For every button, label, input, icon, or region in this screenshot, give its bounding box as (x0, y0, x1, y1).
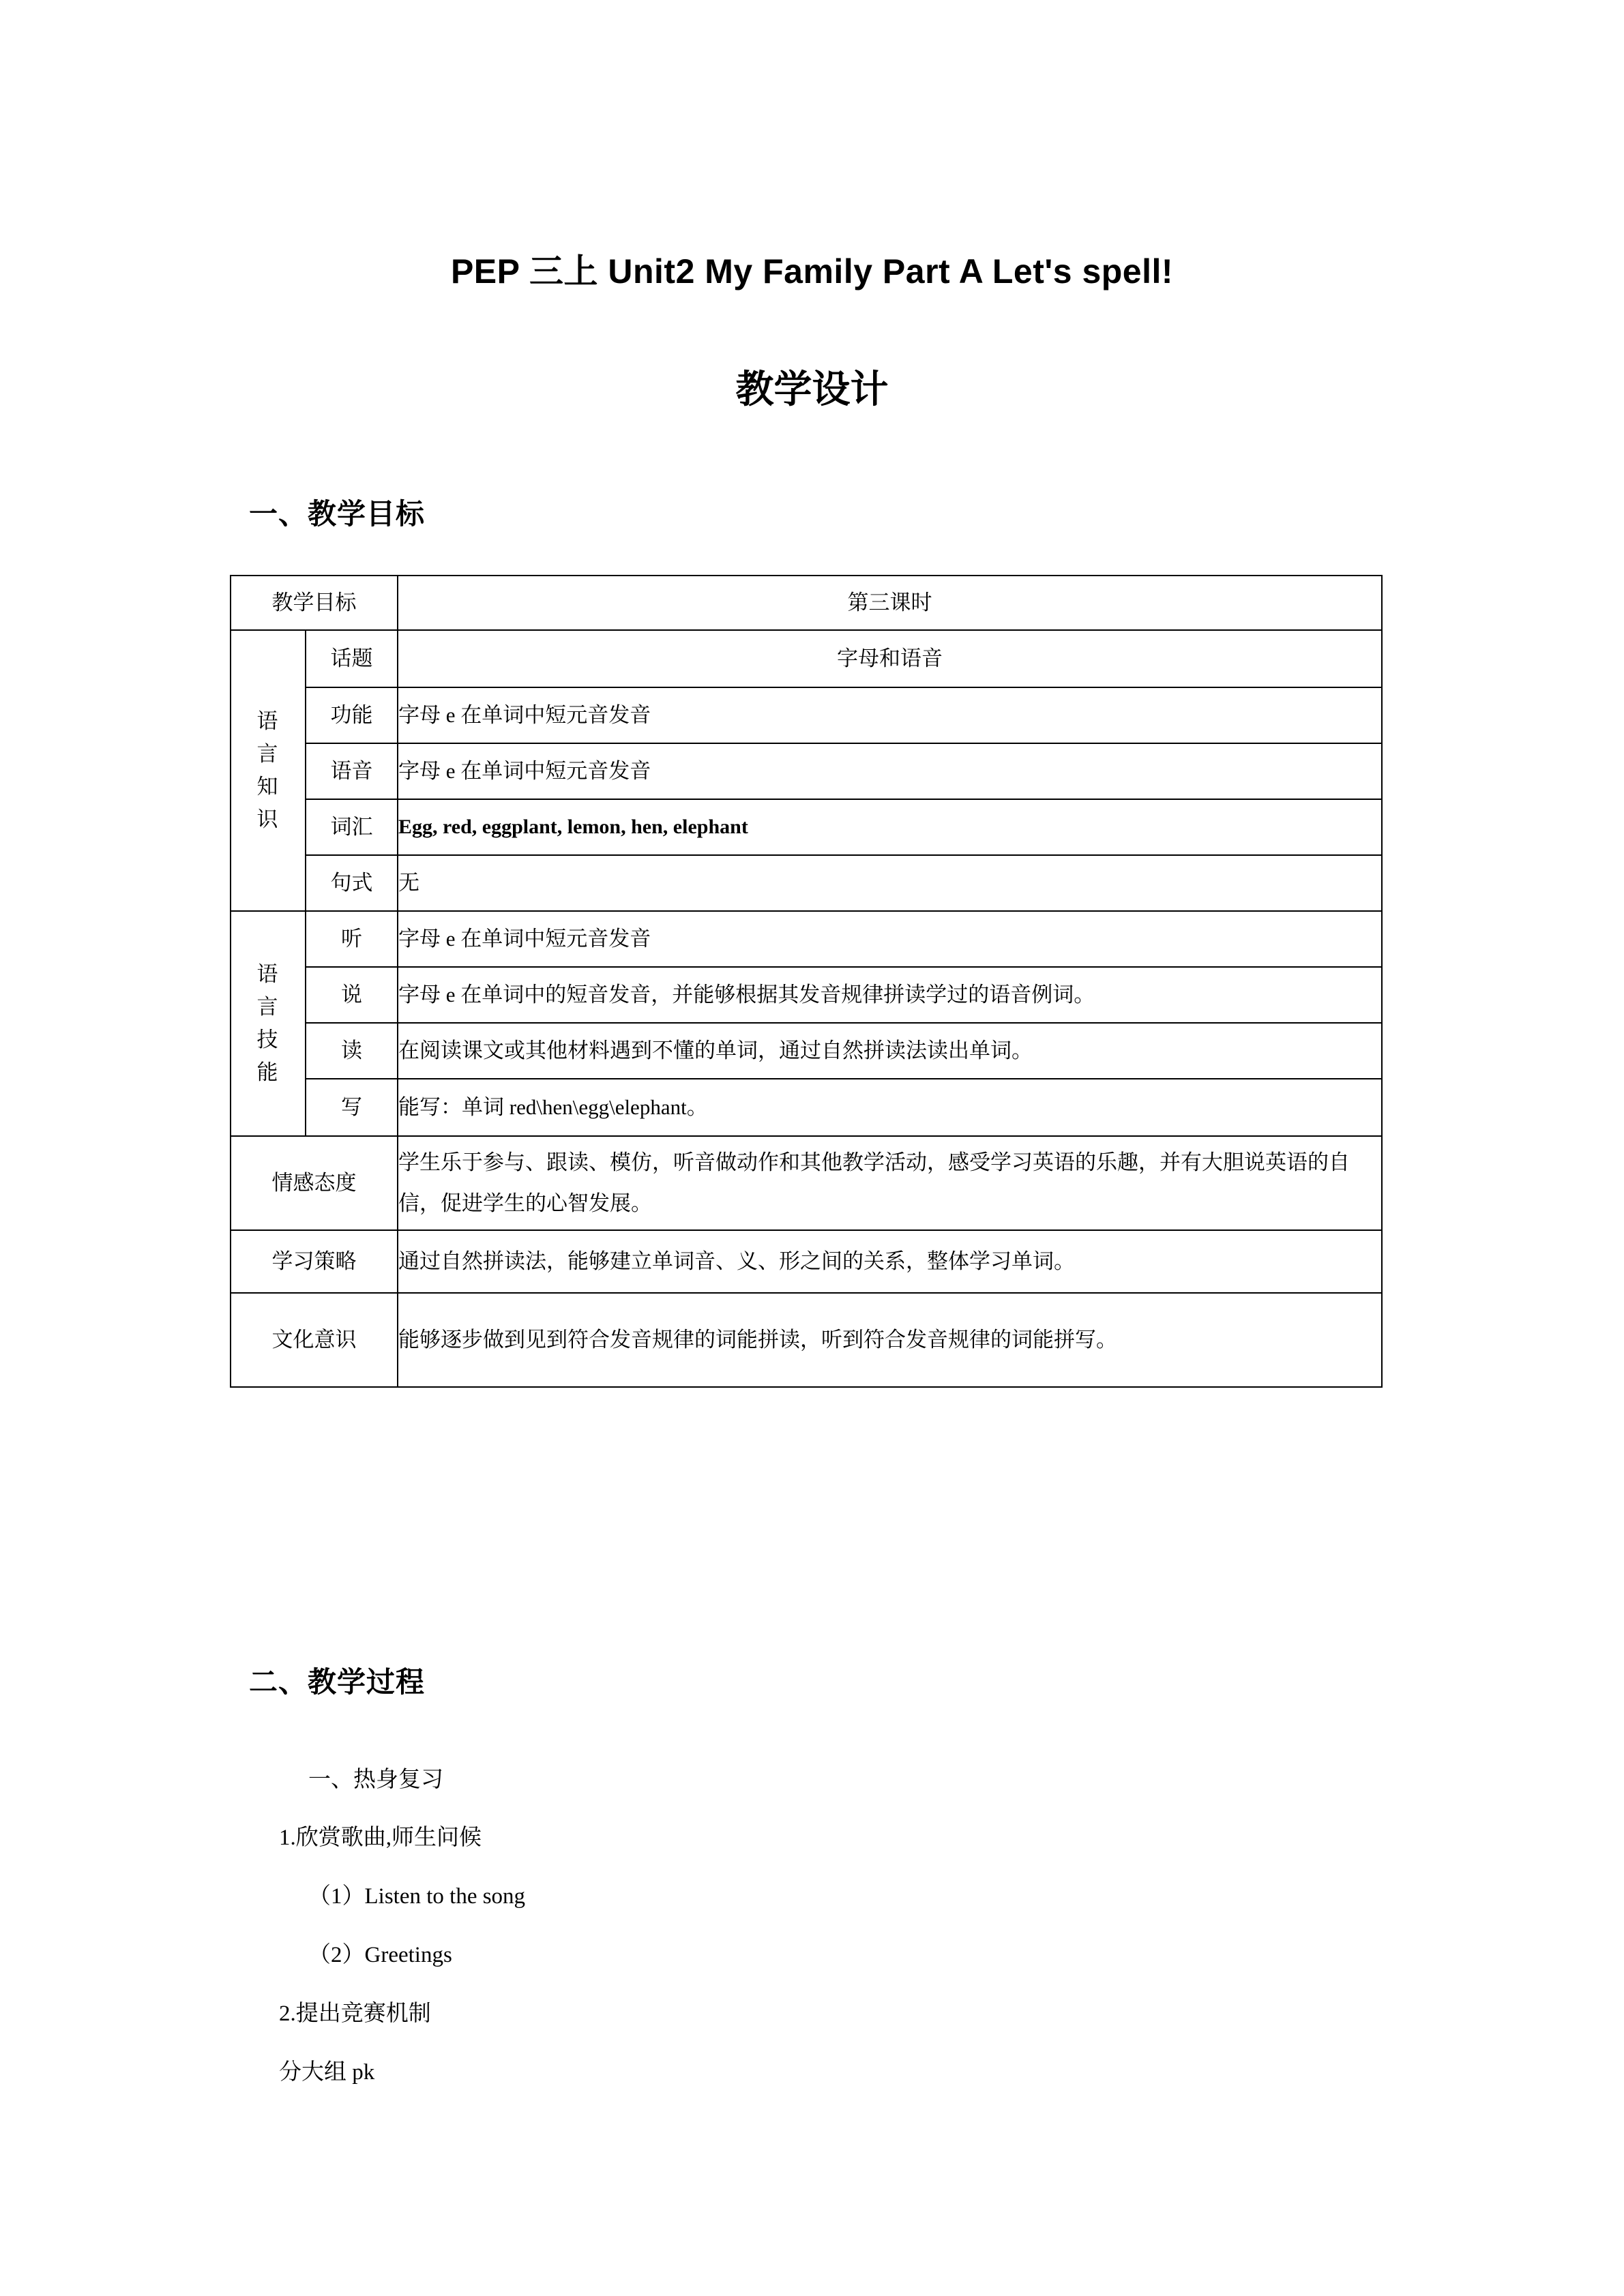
row-value-attitude: 学生乐于参与、跟读、模仿，听音做动作和其他教学活动，感受学习英语的乐趣，并有大胆说英语的自信，促进学生的心智发展。 (398, 1136, 1382, 1230)
row-value-speaking: 字母 e 在单词中的短音发音，并能够根据其发音规律拼读学过的语音例词。 (398, 967, 1382, 1023)
table-row-function (231, 687, 1382, 743)
table-row-reading (231, 1023, 1382, 1079)
row-value-phonics: 字母 e 在单词中短元音发音 (398, 743, 1382, 799)
table-row-listening (231, 911, 1382, 967)
process-line-item-1a: （1）Listen to the song (308, 1884, 526, 1909)
row-value-sentence-pattern: 无 (398, 855, 1382, 911)
row-label-listening: 听 (306, 911, 398, 967)
row-value-strategy: 通过自然拼读法，能够建立单词音、义、形之间的关系，整体学习单词。 (398, 1230, 1382, 1293)
row-value-function: 字母 e 在单词中短元音发音 (398, 687, 1382, 743)
row-label-function: 功能 (306, 687, 398, 743)
row-label-culture: 文化意识 (231, 1293, 398, 1387)
row-label-topic: 话题 (306, 630, 398, 687)
process-line-item-2: 2.提出竞赛机制 (279, 2001, 431, 2026)
row-label-strategy: 学习策略 (231, 1230, 398, 1293)
row-label-sentence-pattern: 句式 (306, 855, 398, 911)
table-row-culture (231, 1293, 1382, 1387)
row-label-attitude: 情感态度 (231, 1136, 398, 1230)
table-row-vocabulary (231, 799, 1382, 855)
section-heading-objectives: 一、教学目标 (249, 499, 426, 531)
process-line-warmup-heading: 一、热身复习 (308, 1768, 443, 1792)
table-row-phonics (231, 743, 1382, 799)
table-row-writing (231, 1079, 1382, 1136)
group-label-char: 识 (256, 807, 280, 832)
group-label-language-knowledge (231, 630, 306, 911)
page-subtitle: 教学设计 (735, 369, 889, 411)
group-label-char: 知 (256, 775, 280, 799)
table-header-label: 教学目标 (231, 576, 398, 630)
group-label-char: 语 (256, 709, 280, 733)
process-line-item-2a: 分大组 pk (279, 2060, 375, 2085)
section-heading-process: 二、教学过程 (249, 1667, 426, 1699)
row-value-culture: 能够逐步做到见到符合发音规律的词能拼读，听到符合发音规律的词能拼写。 (398, 1293, 1382, 1387)
row-value-topic: 字母和语音 (398, 630, 1382, 687)
table-row-speaking (231, 967, 1382, 1023)
table-row-strategy (231, 1230, 1382, 1293)
row-value-reading: 在阅读课文或其他材料遇到不懂的单词，通过自然拼读法读出单词。 (398, 1023, 1382, 1079)
row-label-phonics: 语音 (306, 743, 398, 799)
row-label-speaking: 说 (306, 967, 398, 1023)
row-value-listening: 字母 e 在单词中短元音发音 (398, 911, 1382, 967)
group-label-char: 能 (256, 1060, 280, 1085)
row-label-reading: 读 (306, 1023, 398, 1079)
group-label-char: 技 (256, 1028, 280, 1052)
row-label-writing: 写 (306, 1079, 398, 1136)
group-label-char: 语 (256, 961, 280, 986)
teaching-objectives-table (230, 575, 1383, 1388)
group-label-char: 言 (256, 741, 280, 766)
row-value-vocabulary: Egg, red, eggplant, lemon, hen, elephant (398, 799, 1382, 855)
table-row-header (231, 576, 1382, 630)
table-row-topic (231, 630, 1382, 687)
table-row-sentence-pattern (231, 855, 1382, 911)
table-header-value: 第三课时 (398, 576, 1382, 630)
process-line-item-1: 1.欣赏歌曲,师生问候 (279, 1825, 482, 1850)
table-row-attitude (231, 1136, 1382, 1230)
row-value-writing: 能写：单词 red\hen\egg\elephant。 (398, 1079, 1382, 1136)
row-label-vocabulary: 词汇 (306, 799, 398, 855)
page-title: PEP 三上 Unit2 My Family Part A Let's spell! (450, 252, 1174, 290)
group-label-language-skills (231, 911, 306, 1136)
process-line-item-1b: （2）Greetings (308, 1943, 452, 1967)
group-label-char: 言 (256, 994, 280, 1019)
